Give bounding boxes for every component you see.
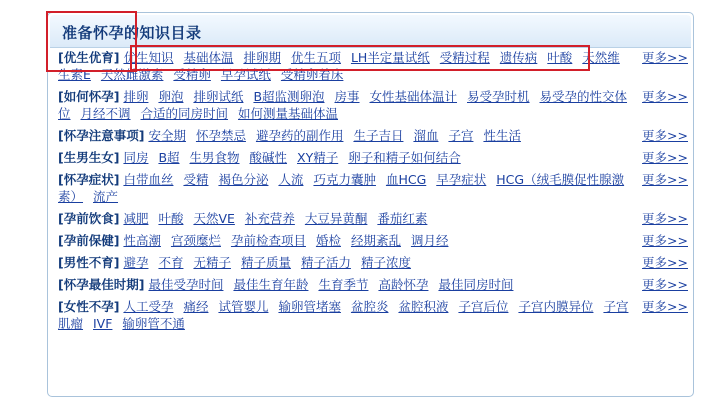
topic-link[interactable]: 卵子和精子如何结合 [348,150,461,165]
topic-link[interactable]: 巧克力囊肿 [313,172,376,187]
topic-link[interactable]: 孕前检查项目 [230,233,306,248]
category-row [58,298,688,332]
more-link[interactable]: 更多>> [642,299,688,314]
topic-link[interactable]: 优生知识 [123,50,174,65]
topic-link[interactable]: 易受孕的性交体位 [58,89,628,121]
topic-link[interactable]: 受精过程 [439,50,490,65]
topic-link[interactable]: 痛经 [183,299,209,314]
topic-link[interactable]: 性高潮 [123,233,161,248]
topic-link[interactable]: 宫颈糜烂 [170,233,221,248]
topic-link[interactable]: 血HCG [385,172,427,187]
category-label[interactable]: [ 孕前饮食 ] [58,211,119,226]
panel-header [50,15,691,48]
category-row [58,149,688,166]
category-row [58,254,688,271]
topic-link[interactable]: 房事 [334,89,360,104]
knowledge-panel [47,12,694,397]
topic-link[interactable]: 褐色分泌 [218,172,269,187]
topic-link[interactable]: 调月经 [410,233,449,248]
category-label[interactable]: [ 孕前保健 ] [58,233,119,248]
category-label[interactable]: [ 如何怀孕 ] [58,89,119,104]
topic-link[interactable]: 叶酸 [547,50,573,65]
topic-link[interactable]: 早孕试纸 [220,67,271,82]
topic-link[interactable]: 减肥 [123,211,149,226]
topic-link[interactable]: 人流 [278,172,304,187]
category-row [58,88,688,122]
more-link[interactable]: 更多>> [642,211,688,226]
more-link[interactable]: 更多>> [642,50,688,65]
category-row [58,49,688,83]
topic-link[interactable]: 番茄红素 [377,211,428,226]
topic-link[interactable]: 生子吉日 [353,128,404,143]
topic-link[interactable]: 人工受孕 [123,299,174,314]
category-label[interactable]: [ 优生优育 ] [58,50,119,65]
topic-link[interactable]: 生育季节 [318,277,369,292]
category-label[interactable]: [ 怀孕注意事项 ] [58,128,144,143]
panel-title: 准备怀孕的知识目录 [62,24,202,42]
topic-link[interactable]: 天然维生素E [58,50,620,82]
topic-link[interactable]: 受精 [183,172,209,187]
topic-link[interactable]: 排卵 [123,89,149,104]
category-label[interactable]: [ 怀孕最佳时期 ] [58,277,144,292]
topic-link[interactable]: 天然雌激素 [100,67,164,82]
topic-link[interactable]: 输卵管不通 [122,316,185,331]
topic-link[interactable]: 子宫 [448,128,474,143]
topic-link[interactable]: B超 [158,150,180,165]
more-link[interactable]: 更多>> [642,255,688,270]
topic-link[interactable]: IVF [93,316,113,331]
topic-link[interactable]: 补充营养 [244,211,295,226]
topic-link[interactable]: 合适的同房时间 [140,106,229,121]
topic-link[interactable]: 大豆异黄酮 [304,211,368,226]
topic-link[interactable]: 性生活 [483,128,521,143]
topic-link[interactable]: 基础体温 [183,50,234,65]
topic-link[interactable]: 子宫内膜异位 [518,299,594,314]
topic-link[interactable]: XY精子 [297,150,339,165]
category-row [58,232,688,249]
topic-link[interactable]: HCG（绒毛膜促性腺激素） [58,172,625,204]
topic-link[interactable]: 排卵试纸 [193,89,244,104]
category-list [58,49,688,337]
category-row [58,210,688,227]
topic-link[interactable]: 最佳生育年龄 [233,277,309,292]
topic-link[interactable]: 子宫后位 [458,299,509,314]
category-row [58,127,688,144]
more-link[interactable]: 更多>> [642,89,688,104]
topic-link[interactable]: 怀孕禁忌 [195,128,246,143]
topic-link[interactable]: 精子浓度 [360,255,411,270]
topic-link[interactable]: 安全期 [148,128,186,143]
topic-link[interactable]: 最佳受孕时间 [148,277,224,292]
topic-link[interactable]: 无精子 [193,255,231,270]
topic-link[interactable]: 遗传病 [499,50,538,65]
topic-link[interactable]: 不育 [158,255,184,270]
category-row [58,171,688,205]
topic-link[interactable]: 卵泡 [158,89,184,104]
topic-link[interactable]: 避孕 [123,255,149,270]
more-link[interactable]: 更多>> [642,277,688,292]
topic-link[interactable]: 试管婴儿 [218,299,269,314]
topic-link[interactable]: 易受孕时机 [467,89,530,104]
topic-link[interactable]: 月经不调 [80,106,131,121]
more-link[interactable]: 更多>> [642,150,688,165]
topic-link[interactable]: 酸碱性 [249,150,288,165]
topic-link[interactable]: 生男食物 [189,150,240,165]
category-label[interactable]: [ 生男生女 ] [58,150,119,165]
topic-link[interactable]: LH半定量试纸 [350,50,430,65]
more-link[interactable]: 更多>> [642,172,688,187]
category-row [58,276,688,293]
more-link[interactable]: 更多>> [642,128,688,143]
topic-link[interactable]: 受精卵着床 [280,67,344,82]
topic-link[interactable]: 女性基础体温计 [369,89,458,104]
topic-link[interactable]: 排卵期 [243,50,281,65]
topic-link[interactable]: 高龄怀孕 [378,277,429,292]
topic-link[interactable]: 精子质量 [240,255,291,270]
topic-link[interactable]: 叶酸 [158,211,184,226]
more-link[interactable]: 更多>> [642,233,688,248]
topic-link[interactable]: 精子活力 [300,255,351,270]
topic-link[interactable]: 同房 [123,150,149,165]
topic-link[interactable]: B超监测卵泡 [253,89,325,104]
topic-link[interactable]: 婚检 [315,233,341,248]
topic-link[interactable]: 最佳同房时间 [438,277,514,292]
category-label[interactable]: [ 女性不孕 ] [58,299,119,314]
topic-link[interactable]: 盆腔积液 [398,299,449,314]
topic-link[interactable]: 经期紊乱 [350,233,401,248]
category-label[interactable]: [ 怀孕症状 ] [58,172,119,187]
topic-link[interactable]: 受精卵 [173,67,211,82]
category-label[interactable]: [ 男性不育 ] [58,255,119,270]
topic-link[interactable]: 盆腔炎 [350,299,389,314]
topic-link[interactable]: 天然VE [193,211,235,226]
topic-link[interactable]: 如何测量基础体温 [238,106,339,121]
topic-link[interactable]: 早孕症状 [436,172,487,187]
topic-link[interactable]: 流产 [93,189,119,204]
topic-link[interactable]: 输卵管堵塞 [278,299,341,314]
topic-link[interactable]: 子宫肌瘤 [58,299,629,331]
topic-link[interactable]: 溜血 [413,128,439,143]
topic-link[interactable]: 避孕药的副作用 [255,128,344,143]
topic-link[interactable]: 白带血丝 [123,172,174,187]
topic-link[interactable]: 优生五项 [290,50,341,65]
